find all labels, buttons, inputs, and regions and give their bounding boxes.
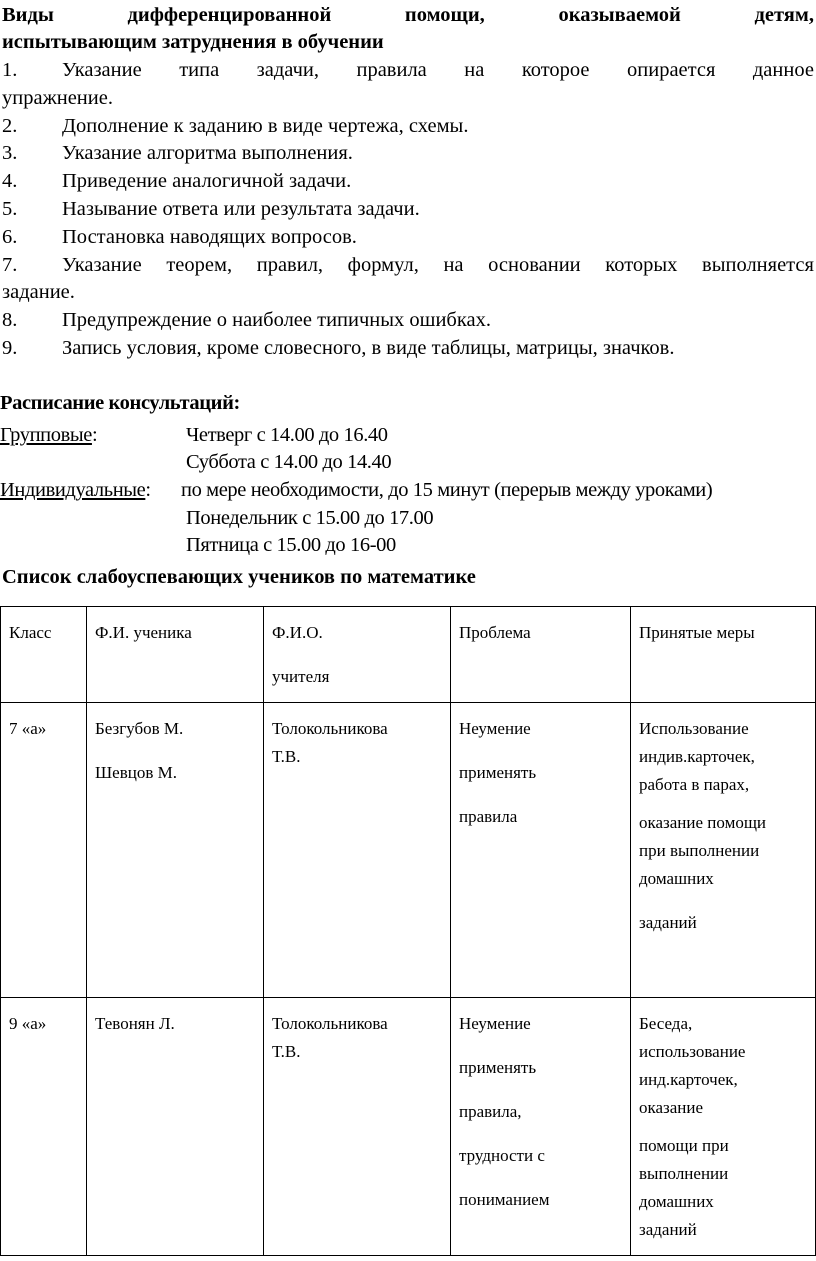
individual-time: Пятница с 15.00 до 16-00 (186, 534, 396, 556)
cell-teacher (264, 703, 451, 998)
cell-problem (451, 998, 631, 1256)
word: теорем, (166, 253, 233, 276)
cell-teacher (264, 998, 451, 1256)
header-text: Ф.И.О. (272, 623, 323, 642)
list-item-number: 3. (2, 142, 18, 165)
table-header-row (1, 607, 816, 703)
cell-measures (631, 998, 816, 1256)
list-item (2, 307, 814, 335)
cell-text: Безгубов М. (95, 719, 184, 738)
schedule-individual-row (0, 479, 713, 502)
word: Указание (62, 253, 142, 276)
header-class (1, 607, 87, 703)
cell-text: при выполнении (639, 841, 760, 860)
word: типа (179, 59, 220, 81)
list-item-number: 5. (2, 197, 18, 220)
list-item-number: 8. (2, 309, 18, 332)
cell-text: Использование (639, 719, 749, 738)
word: на (443, 253, 464, 276)
cell-text: домашних (639, 1192, 714, 1211)
list-item (2, 57, 814, 113)
students-table (0, 606, 816, 1256)
cell-text: трудности с (459, 1146, 545, 1165)
cell-text: Толокольникова (272, 719, 388, 738)
cell-text: применять (459, 763, 537, 782)
table-row (1, 703, 816, 998)
heading-line-1 (2, 2, 814, 29)
cell-text: применять (459, 1058, 537, 1077)
cell-problem (451, 703, 631, 998)
cell-text: Беседа, (639, 1014, 693, 1033)
schedule-individual-row-2 (186, 507, 433, 530)
cell-text: Шевцов М. (95, 763, 177, 782)
cell-text: индив.карточек, (639, 747, 755, 766)
list-item (2, 252, 814, 308)
word: формул, (347, 253, 419, 276)
list-item (2, 140, 814, 168)
heading-word: детям, (754, 4, 814, 26)
list-item-number: 4. (2, 170, 18, 193)
word: выполняется (702, 253, 814, 276)
header-teacher (264, 607, 451, 703)
group-time: Четверг с 14.00 до 16.40 (186, 424, 388, 446)
list-item-text (2, 57, 814, 85)
list-item-text: Предупреждение о наиболее типичных ошибках. (62, 309, 491, 332)
cell-text: Т.В. (272, 1042, 301, 1061)
list-item-text: Приведение аналогичной задачи. (62, 170, 352, 193)
list-item-text: Постановка наводящих вопросов. (62, 225, 357, 248)
cell-text: Т.В. (272, 747, 301, 766)
cell-text: правила, (459, 1102, 522, 1121)
group-label-colon: : (91, 424, 98, 446)
list-item-continuation: задание. (2, 281, 75, 304)
cell-text: оказание помощи (639, 813, 767, 832)
header-measures (631, 607, 816, 703)
header-text: учителя (272, 667, 330, 686)
word: Указание (62, 59, 142, 81)
cell-text: 7 «а» (9, 719, 47, 738)
cell-text: Тевонян Л. (95, 1014, 175, 1033)
cell-measures (631, 703, 816, 998)
list-item-text: Дополнение к заданию в виде чертежа, схемы. (62, 114, 469, 137)
cell-text: Неумение (459, 1014, 531, 1033)
help-list (2, 57, 814, 363)
cell-text: пониманием (459, 1190, 550, 1209)
cell-class (1, 703, 87, 998)
cell-text: 9 «а» (9, 1014, 47, 1033)
page-heading (2, 2, 814, 56)
list-item (2, 113, 814, 141)
schedule-individual-row-3 (186, 534, 396, 557)
cell-students (87, 998, 264, 1256)
schedule-group-row-2 (186, 451, 391, 474)
group-label: Групповые (0, 424, 92, 446)
word: задачи, (256, 59, 319, 81)
heading-word: дифференцированной (127, 4, 332, 26)
cell-text: правила (459, 807, 518, 826)
cell-text: инд.карточек, (639, 1070, 738, 1089)
list-item-text (2, 252, 814, 280)
word: на (464, 59, 485, 81)
individual-label-colon: : (145, 479, 151, 501)
header-text: Класс (9, 623, 52, 642)
word: которое (521, 59, 590, 81)
individual-time: Понедельник с 15.00 до 17.00 (186, 507, 434, 529)
cell-text: заданий (639, 913, 697, 932)
individual-label: Индивидуальные (0, 479, 146, 501)
word: которых (605, 253, 678, 276)
list-item (2, 196, 814, 224)
list-item (2, 335, 814, 363)
header-problem (451, 607, 631, 703)
cell-text: Толокольникова (272, 1014, 388, 1033)
header-student (87, 607, 264, 703)
list-item-number: 7. (2, 253, 18, 276)
cell-text: домашних (639, 869, 714, 888)
cell-text: использование (639, 1042, 746, 1061)
cell-text: работа в парах, (639, 775, 750, 794)
list-item-text: Указание алгоритма выполнения. (62, 142, 353, 165)
table-row (1, 998, 816, 1256)
word: данное (752, 59, 814, 81)
list-item-text: Запись условия, кроме словесного, в виде таблицы, матрицы, значков. (62, 336, 675, 359)
list-item-continuation: упражнение. (2, 86, 113, 109)
header-text: Проблема (459, 623, 531, 642)
students-list-title: Список слабоуспевающих учеников по математике (2, 566, 476, 588)
schedule-title: Расписание консультаций: (0, 392, 240, 414)
schedule-group-row (0, 424, 388, 447)
word: основании (488, 253, 581, 276)
cell-students (87, 703, 264, 998)
individual-note: по мере необходимости, до 15 минут (перерыв между уроками) (181, 479, 713, 501)
list-item (2, 224, 814, 252)
heading-line-2: испытывающим затруднения в обучении (2, 31, 384, 53)
word: правила (356, 59, 427, 81)
cell-class (1, 998, 87, 1256)
heading-word: оказываемой (558, 4, 681, 26)
word: правил, (256, 253, 324, 276)
cell-text: заданий (639, 1220, 697, 1239)
list-item (2, 168, 814, 196)
cell-text: оказание (639, 1098, 704, 1117)
cell-text: выполнении (639, 1164, 729, 1183)
header-text: Принятые меры (639, 623, 755, 642)
list-item-number: 9. (2, 336, 18, 359)
cell-text: помощи при (639, 1136, 729, 1155)
list-item-number: 2. (2, 114, 18, 137)
heading-word: Виды (2, 4, 54, 26)
word: опирается (627, 59, 716, 81)
heading-word: помощи, (404, 4, 485, 26)
header-text: Ф.И. ученика (95, 623, 192, 642)
cell-text: Неумение (459, 719, 531, 738)
list-item-number: 6. (2, 225, 18, 248)
list-item-text: Называние ответа или результата задачи. (62, 197, 420, 220)
group-time: Суббота с 14.00 до 14.40 (186, 451, 392, 473)
list-item-number: 1. (2, 59, 18, 81)
